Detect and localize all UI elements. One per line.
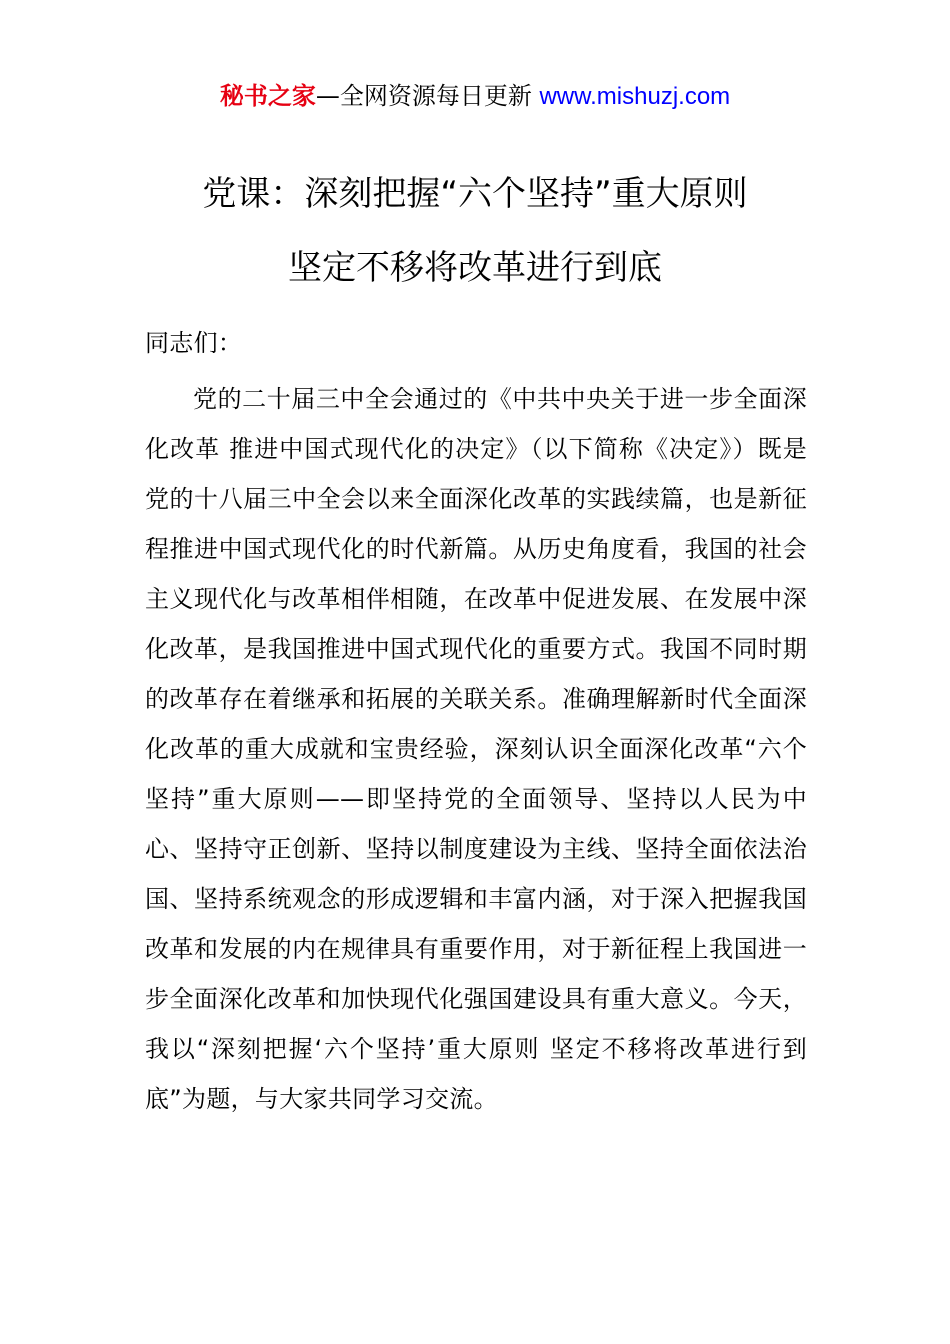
site-brand: 秘书之家: [219, 82, 316, 110]
salutation: 同志们：: [145, 329, 243, 357]
body-paragraph: 党的二十届三中全会通过的《中共中央关于进一步全面深化改革 推进中国式现代化的决定》（以下简称《决定》）既是党的十八届三中全会以来全面深化改革的实践续篇，也是新征程推进中国式现代化的时代新篇。从历史角度看，我国的社会主义现代化与改革相伴相随，在改革中促进发展、在发展中深化改革，是我国推进中国式现代化的重要方式。我国不同时期的改革存在着继承和拓展的关联关系。准确理解新时代全面深化改革的重大成就和宝贵经验，深刻认识全面深化改革“六个坚持”重大原则——即坚持党的全面领导、坚持以人民为中心、坚持守正创新、坚持以制度建设为主线、坚持全面依法治国、坚持系统观念的形成逻辑和丰富内涵，对于深入把握我国改革和发展的内在规律具有重要作用，对于新征程上我国进一步全面深化改革和加快现代化强国建设具有重大意义。今天，我以“深刻把握‘六个坚持’重大原则 坚定不移将改革进行到底”为题，与大家共同学习交流。: [145, 385, 807, 1113]
site-url-link[interactable]: www.mishuzj.com: [539, 83, 731, 110]
document-title-line-1: 党课：深刻把握“六个坚持”重大原则: [202, 174, 748, 214]
document-title-line-2: 坚定不移将改革进行到底: [288, 248, 662, 288]
site-slogan: —全网资源每日更新: [315, 82, 540, 110]
site-header: [0, 80, 950, 113]
